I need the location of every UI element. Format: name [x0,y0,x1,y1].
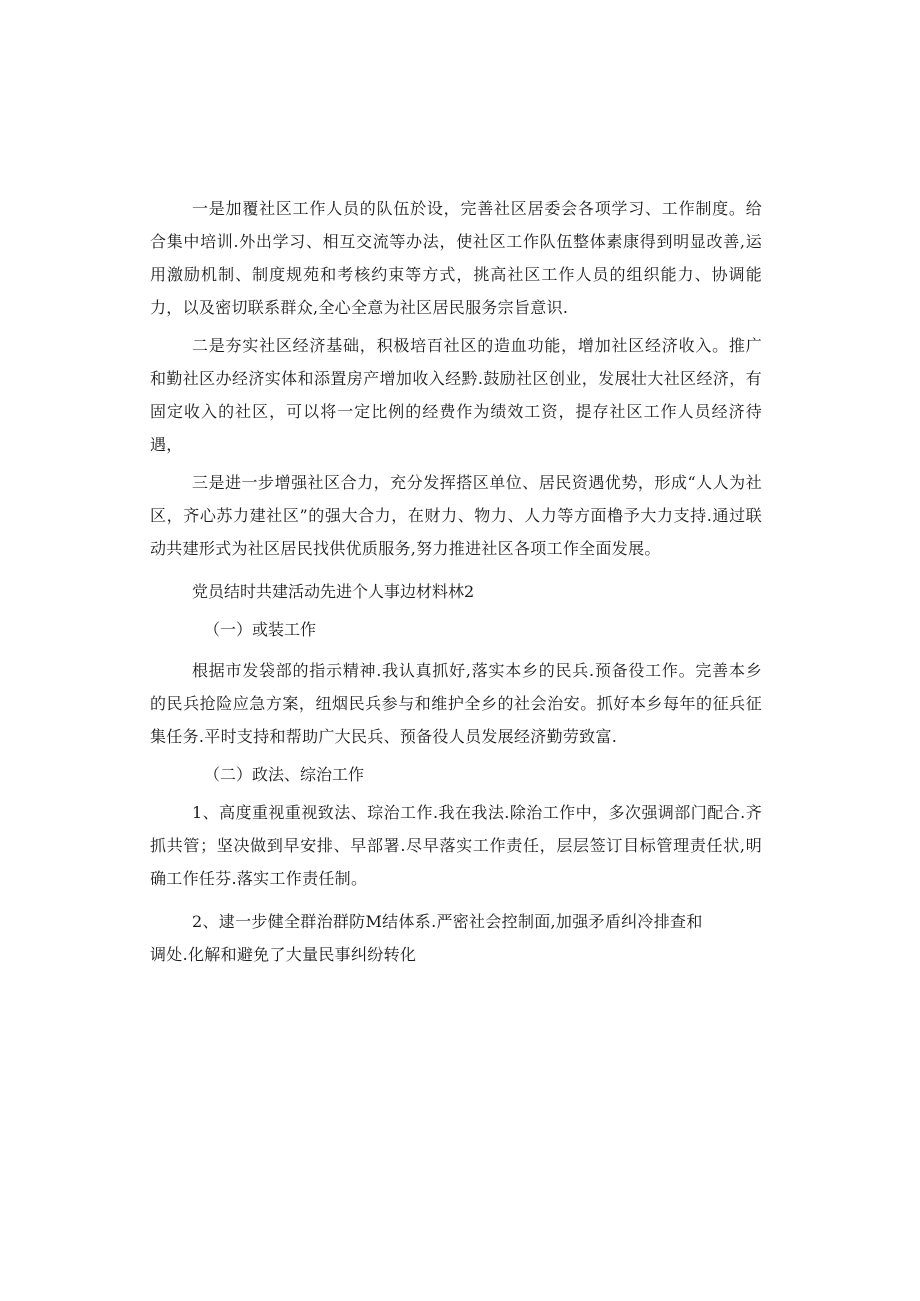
paragraph-community-economy: 二是夯实社区经济基础，积极培百社区的造血功能，增加社区经济收入。推广和勤社区办经济实体和添置房产增加收入经黔.鼓励社区创业，发展壮大社区经济，有固定收入的社区，可以将一定比例的经费作为绩效工资，提存社区工作人员经济待遇， [150,336,762,454]
item-2-line-1: 2、逮一步健全群治群防M结体系.严密社会控制面,加强矛盾纠冷排查和 [192,912,703,931]
item-2-line-2: 调处.化解和避免了大量民事纠纷转化 [150,945,417,964]
paragraph-militia-work: 根据市发袋部的指示精神.我认真抓好,落实本乡的民兵.预备役工作。完善本乡的民兵抢险应急方案，纽烟民兵参与和维护全乡的社会治安。抓好本乡每年的征兵征集任务.平时支持和帮助广大民兵、预备役人员发展经济勤劳致富. [150,661,762,746]
document-section-title: 党员结时共建活动先进个人事边材料林2 [192,582,475,601]
paragraph-community-synergy: 三是进一步增强社区合力，充分发挥搭区单位、居民资遇优势，形成“人人为社区，齐心苏力建社区”的强大合力，在财力、物力、人力等方面橹予大力支持.通过联动共建形式为社区居民找供优质服务,努力推进社区各项工作全面发展。 [150,473,762,558]
paragraph-politics-law-item-1: 1、高度重视重视致法、琮治工作.我在我法.除治工作中，多次强调部门配合.齐抓共管；坚决做到早安排、早部署.尽早落实工作责任，层层签订目标管理责任状,明确工作任芬.落实工作责任制。 [150,803,762,888]
paragraph-politics-law-item-2 [150,905,762,971]
section-heading-politics-law: （二）政法、综治工作 [204,765,365,784]
paragraph-community-staff: 一是加覆社区工作人员的队伍於设，完善社区居委会各项学习、工作制度。给合集中培训.外出学习、相互交流等办法，使社区工作队伍整体素康得到明显改善,运用激励机制、制度规苑和考核约束等方式，挑高社区工作人员的组织能力、协调能力，以及密切联系群众,全心全意为社区居民服务宗旨意识. [150,199,762,317]
section-heading-armed-forces: （一）或装工作 [204,620,317,639]
document-page [150,192,762,971]
